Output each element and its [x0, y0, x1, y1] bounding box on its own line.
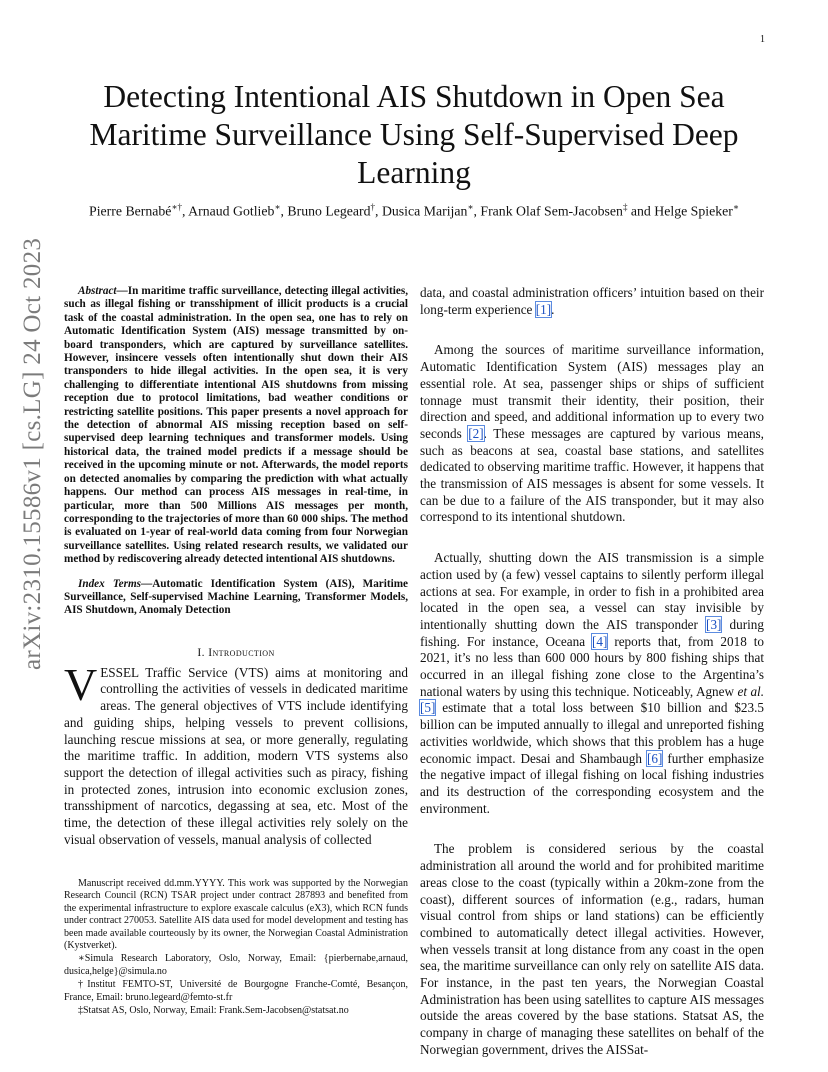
text: reports that, from 2018 to 2021, it’s no less than 600 000 hours by 800 fishing ships that occurred in an illegal fishing zone close to the Argentina’s national waters by using this technique. Noticeably, Agnew — [420, 633, 764, 699]
text: estimate that a total loss between $10 billion and $23.5 billion can be imputed annually to illegal and unreported fishing activities worldwide, which shows that this problem has a huge economic impact. Desai and Shambaugh — [420, 700, 764, 766]
body-paragraph: The problem is considered serious by the coastal administration all around the world and for prohibited maritime areas close to the coast (typically within a 20km-zone from the coast), different sources of information (e.g., radars, human visual control from ships or land stations) can be efficiently combined to automatically detect illegal activities. However, when vessels transit at long distance from any coast in the open sea, the maritime surveillance can only rely on satellite AIS data. For instance, in the past ten years, the Norwegian Coastal Administration has been using satellites to capture AIS messages outside the areas covered by the base stations. Statsat AS, the company in charge of managing these satellites on behalf of the Norwegian government, drives the AISSat- — [420, 841, 764, 1057]
text: Among the sources of maritime surveillance information, Automatic Identification System (AIS) messages play an essential role. At sea, passenger ships or ships of sufficient tonnage must transmit their identity, their position, their direction and speed, and additional information up to every two seconds — [420, 342, 764, 441]
affiliation-mark: ∗ — [274, 202, 281, 212]
author-name: , Arnaud Gotlieb — [182, 203, 275, 219]
body-paragraph — [420, 342, 764, 526]
drop-cap: V — [64, 658, 98, 710]
affiliation-mark: ∗ — [467, 202, 474, 212]
footnotes — [64, 878, 408, 1018]
affiliation-mark: ∗† — [171, 202, 183, 212]
citation-link[interactable]: [3] — [706, 616, 722, 632]
body-paragraph — [420, 285, 764, 318]
text: . — [551, 301, 555, 317]
footnote-statsat: ‡Statsat AS, Oslo, Norway, Email: Frank.Sem-Jacobsen@statsat.no — [78, 1005, 349, 1017]
text: further emphasize the negative impact of illegal fishing on local fishing industries and its destruction of the corresponding ecosystem and the environment. — [420, 750, 764, 816]
body-paragraph — [420, 550, 764, 817]
abstract-text: —In maritime traffic surveillance, detecting illegal activities, such as illegal fishing or transshipment of illicit products is a crucial task of the coastal administration. In the open sea, one has to rely on Automatic Identification System (AIS) message transmitted by on-board transponders, which are captured by surveillance satellites. However, insincere vessels often intentionally shut down their AIS transponders to hide illegal activities. In the open sea, it is very challenging to differentiate intentional AIS shutdowns from missing reception due to protocol limitations, bad weather conditions or restricting satellite positions. This paper presents a novel approach for the detection of abnormal AIS missing reception based on self-supervised deep learning techniques and transformer models. Using historical data, the trained model predicts if a message should be received in the upcoming minute or not. Afterwards, the model reports on detected anomalies by comparing the prediction with what actually happens. Our method can process AIS messages in real-time, in particular, more than 500 Millions AIS messages per month, corresponding to the trajectories of more than 60 000 ships. The method is evaluated on 1-year of real-world data coming from four Norwegian surveillance satellites. Using related research results, we validated our method by rediscovering already detected intentional AIS shutdowns. — [64, 285, 408, 566]
text-italic: et al. — [737, 683, 764, 699]
citation-link[interactable]: [1] — [535, 301, 552, 317]
left-column — [64, 285, 408, 848]
text: data, and coastal administration officers’ intuition based on their long-term experience — [420, 285, 764, 317]
citation-link[interactable]: [6] — [646, 750, 663, 766]
paper-title: Detecting Intentional AIS Shutdown in Open Sea Maritime Surveillance Using Self-Supervised Deep Learning — [89, 79, 739, 190]
text: during fishing. For instance, Oceana — [420, 616, 764, 649]
author-list — [62, 198, 766, 221]
arxiv-stamp: arXiv:2310.15586v1 [cs.LG] 24 Oct 2023 — [19, 237, 46, 670]
abstract — [64, 285, 408, 567]
citation-link[interactable]: [4] — [592, 633, 608, 649]
author-name: , Dusica Marijan — [375, 203, 468, 219]
right-column — [420, 285, 764, 1059]
intro-paragraph — [64, 658, 408, 849]
footnote-femto: †Institut FEMTO-ST, Université de Bourgogne Franche-Comté, Besançon, France, Email: bruno.legeard@femto-st.fr — [64, 979, 408, 1003]
affiliation-mark: ∗ — [732, 202, 739, 212]
text: Actually, shutting down the AIS transmission is a simple action used by (a few) vessel captains to silently perform illegal actions at sea. For example, in order to fish in a prohibited area located in the open sea, a vessel can stay invisible by intentionally shutting down the AIS transponder — [420, 550, 764, 632]
author-name: Pierre Bernabé — [89, 203, 172, 219]
index-terms-text: —Automatic Identification System (AIS), Maritime Surveillance, Self-supervised Machine Learning, Transformer Models, AIS Shutdown, Anomaly Detection — [64, 577, 408, 617]
affiliation-mark: † — [370, 202, 376, 212]
author-name: , Frank Olaf Sem-Jacobsen — [473, 203, 623, 219]
abstract-lead: Abstract — [78, 285, 117, 297]
footnote-simula: ∗Simula Research Laboratory, Oslo, Norway, Email: {pierbernabe,arnaud, dusica,helge}@simula.no — [64, 953, 408, 977]
text: . These messages are captured by various means, such as beacons at sea, coastal base stations, and satellites dedicated to observing maritime traffic. However, it happens that the transmission of AIS messages is absent for some vessels. It can be due to a failure of the AIS transponder, but it may also correspond to its intentional shutdown. — [420, 425, 764, 525]
author-name: and Helge Spieker — [627, 203, 733, 219]
page-number: 1 — [760, 34, 765, 45]
author-name: , Bruno Legeard — [280, 203, 371, 219]
affiliation-mark: ‡ — [622, 202, 628, 212]
citation-link[interactable]: [2] — [468, 425, 484, 441]
index-terms-lead: Index Terms — [78, 577, 142, 590]
section-heading: I. Introduction — [197, 645, 275, 659]
citation-link[interactable]: [5] — [420, 700, 436, 716]
footnote-manuscript: Manuscript received dd.mm.YYYY. This work was supported by the Norwegian Research Council (RCN) TSAR project under contract 287893 and benefited from the experimental infrastructure to explore exascale calculus (eX3), which RCN funds under contract 270053. Satellite AIS data used for model development and testing has been made available courteously by its owner, the Norwegian Coastal Administration (Kystverket). — [64, 878, 408, 952]
intro-text: ESSEL Traffic Service (VTS) aims at monitoring and controlling the activities of vessels in dedicated maritime areas. The general objectives of VTS include identifying and guiding ships, helping vessels to prevent collisions, launching rescue missions at sea, or more generally, regulating the maritime traffic. In addition, modern VTS systems also support the detection of illegal activities such as piracy, fishing in protected zones, intrusion into economic exclusion zones, transshipment of narcotics, degassing at sea, etc. Most of the time, the detection of these illegal activities rely solely on the visual observation of vessels, manual analysis of collected — [64, 664, 408, 847]
index-terms — [64, 578, 408, 618]
